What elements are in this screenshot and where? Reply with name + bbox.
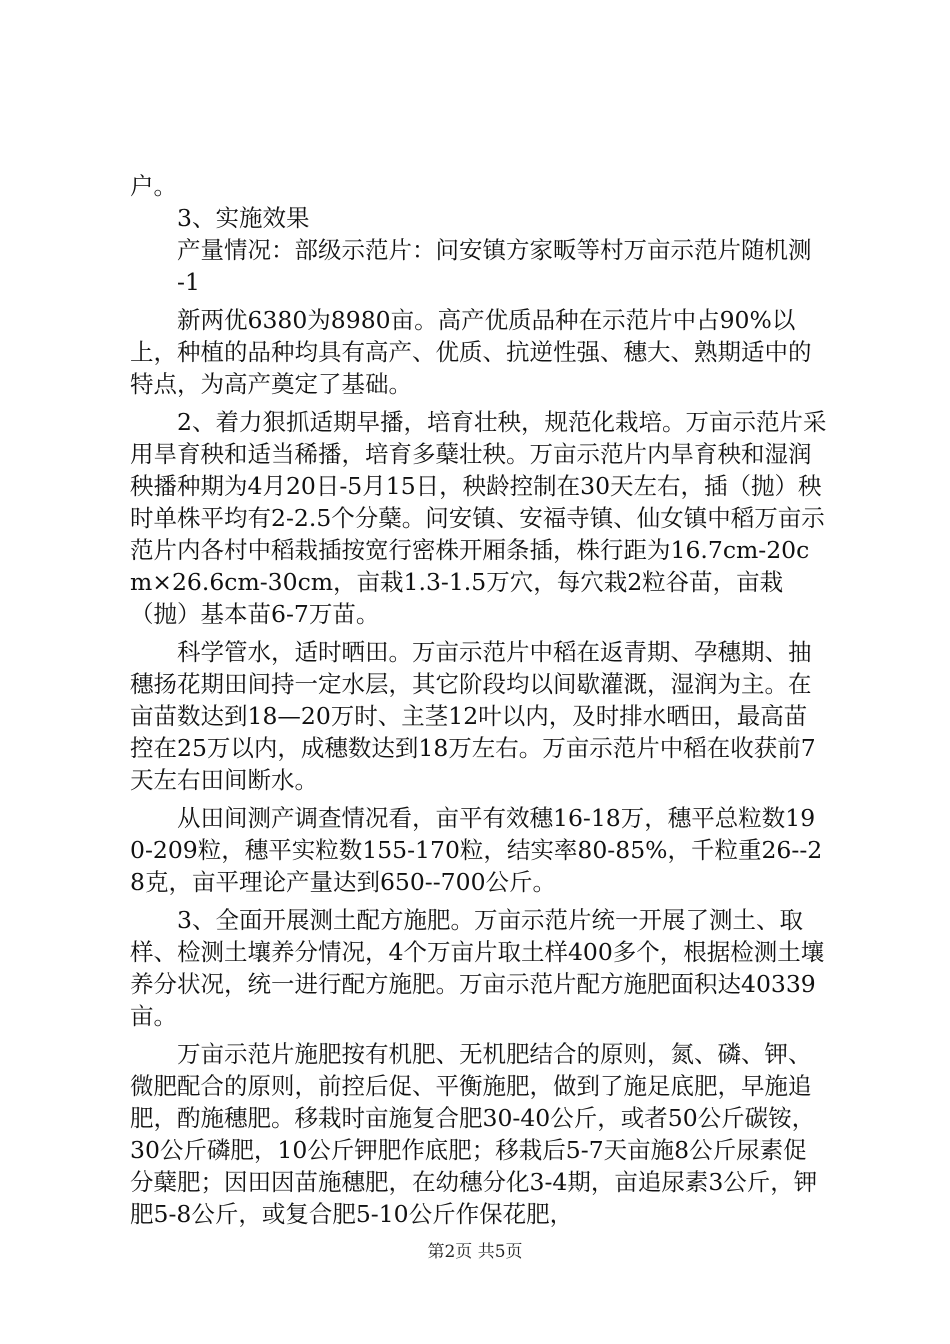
- paragraph-yield-situation: 产量情况：部级示范片：问安镇方家畈等村万亩示范片随机测: [177, 236, 812, 264]
- page-footer: [0, 1241, 950, 1263]
- paragraph-field-survey: 从田间测产调查情况看，亩平有效穗16-18万，穗平总粒数190-209粒，穗平实粒数155-170粒，结实率80-85%，千粒重26--28克，亩平理论产量达到650--700公斤。: [130, 804, 823, 896]
- paragraph-continuation: 户。: [130, 172, 177, 200]
- paragraph-fertilization: 万亩示范片施肥按有机肥、无机肥结合的原则，氮、磷、钾、微肥配合的原则，前控后促、平衡施肥，做到了施足底肥，早施追肥，酌施穗肥。移栽时亩施复合肥30-40公斤，或者50公斤碳铵，30公斤磷肥，10公斤钾肥作底肥；移栽后5-7天亩施8公斤尿素促分蘖肥；因田因苗施穗肥，在幼穗分化3-4期，亩追尿素3公斤，钾肥5-8公斤，或复合肥5-10公斤作保花肥，: [130, 1040, 818, 1228]
- paragraph-water-management: 科学管水，适时晒田。万亩示范片中稻在返青期、孕穗期、抽穗扬花期田间持一定水层，其它阶段均以间歇灌溉，湿润为主。在亩苗数达到18—20万时、主茎12叶以内，及时排水晒田，最高苗控在25万以内，成穗数达到18万左右。万亩示范片中稻在收获前7天左右田间断水。: [130, 638, 816, 794]
- paragraph-varieties: 新两优6380为8980亩。高产优质品种在示范片中占90%以上，种植的品种均具有高产、优质、抗逆性强、穗大、熟期适中的特点，为高产奠定了基础。: [130, 306, 812, 398]
- paragraph-marker: -1: [177, 268, 200, 296]
- paragraph-early-sowing: 2、着力狠抓适期早播，培育壮秧，规范化栽培。万亩示范片采用旱育秧和适当稀播，培育多蘖壮秧。万亩示范片内旱育秧和湿润秧播种期为4月20日-5月15日，秧龄控制在30天左右，插（抛）秧时单株平均有2-2.5个分蘖。问安镇、安福寺镇、仙女镇中稻万亩示范片内各村中稻栽插按宽行密株开厢条插，株行距为16.7cm-20cm×26.6cm-30cm，亩栽1.3-1.5万穴，每穴栽2粒谷苗，亩栽（抛）基本苗6-7万苗。: [130, 408, 827, 628]
- paragraph-soil-testing: 3、全面开展测土配方施肥。万亩示范片统一开展了测土、取样、检测土壤养分情况，4个万亩片取土样400多个，根据检测土壤养分状况，统一进行配方施肥。万亩示范片配方施肥面积达40339亩。: [130, 906, 825, 1030]
- document-body: [130, 170, 830, 1230]
- page-number-label: 第2页 共5页: [427, 1242, 523, 1262]
- section-heading-implementation-results: 3、实施效果: [177, 204, 310, 232]
